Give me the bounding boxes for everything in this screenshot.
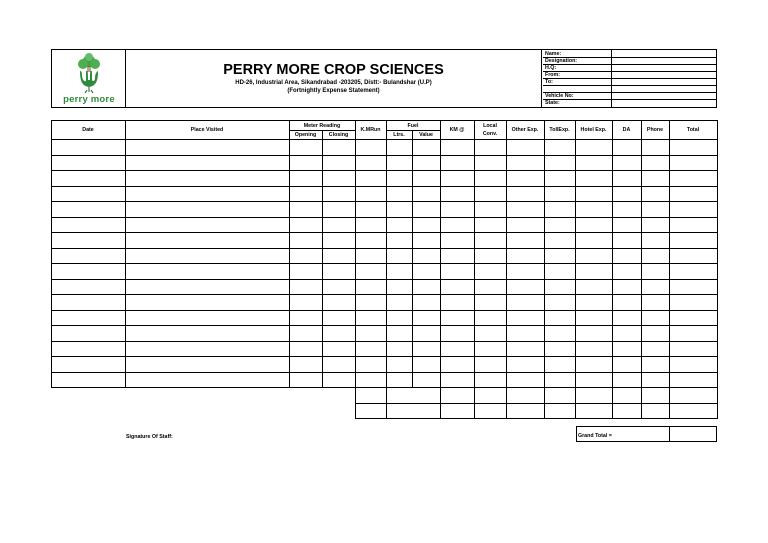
table-row[interactable] (51, 341, 717, 357)
info-label: From: (545, 72, 561, 78)
staff-info-grid (543, 50, 716, 107)
col-litres: Ltrs. (393, 132, 405, 138)
col-hotel-exp: Hotel Exp. (580, 127, 607, 133)
grand-total-box[interactable] (576, 426, 717, 442)
table-row[interactable] (51, 310, 717, 326)
table-row[interactable] (51, 263, 717, 279)
col-value: Value (419, 132, 433, 138)
table-row[interactable] (51, 170, 717, 186)
col-km-at: KM @ (449, 127, 465, 133)
col-date: Date (82, 127, 94, 133)
table-row[interactable] (51, 186, 717, 202)
info-label: Name: (545, 51, 562, 57)
info-row-state[interactable] (543, 99, 716, 107)
table-row[interactable] (51, 232, 717, 248)
info-label: To: (545, 79, 553, 85)
table-row[interactable] (51, 155, 717, 171)
col-place-visited: Place Visited (190, 127, 224, 133)
table-row[interactable] (51, 217, 717, 233)
grand-total-label: Grand Total = (578, 433, 612, 439)
table-row[interactable] (51, 279, 717, 295)
table-row[interactable] (51, 325, 717, 341)
statement-subtitle: (Fortnightly Expense Statement) (287, 88, 380, 94)
company-block (126, 50, 542, 107)
info-label: State: (545, 100, 560, 106)
expense-table (51, 120, 717, 420)
table-row[interactable] (51, 139, 717, 155)
logo (52, 50, 126, 107)
info-label: H.Q: (545, 65, 557, 71)
col-opening: Opening (294, 132, 317, 138)
col-phone: Phone (646, 127, 664, 133)
brand-name: perry more (63, 94, 115, 105)
col-fuel: Fuel (407, 123, 419, 129)
table-row[interactable] (51, 248, 717, 264)
table-row[interactable] (51, 201, 717, 217)
col-meter-reading: Meter Reading (303, 123, 341, 129)
col-toll-exp: TollExp. (549, 127, 570, 133)
col-total: Total (686, 127, 700, 133)
tree-hand-icon (52, 50, 126, 94)
col-local-conv: Local (483, 123, 497, 129)
col-local-conv-2: Conv. (482, 131, 498, 137)
signature-label: Signature Of Staff: (126, 434, 173, 440)
form-header (51, 49, 717, 108)
company-address: HD-26, Industrial Area, Sikandrabad -203205, Distt:- Bulandshar (U.P) (235, 80, 432, 86)
table-row[interactable] (51, 294, 717, 310)
col-other-exp: Other Exp. (511, 127, 539, 133)
table-row[interactable] (51, 356, 717, 372)
info-label: Designation: (545, 58, 578, 64)
col-da: DA (622, 127, 631, 133)
table-row[interactable] (51, 372, 717, 388)
col-km-run: K.MRun (360, 127, 381, 133)
info-label: Vehicle No: (545, 93, 574, 99)
col-closing: Closing (328, 132, 349, 138)
company-name: PERRY MORE CROP SCIENCES (223, 62, 444, 78)
